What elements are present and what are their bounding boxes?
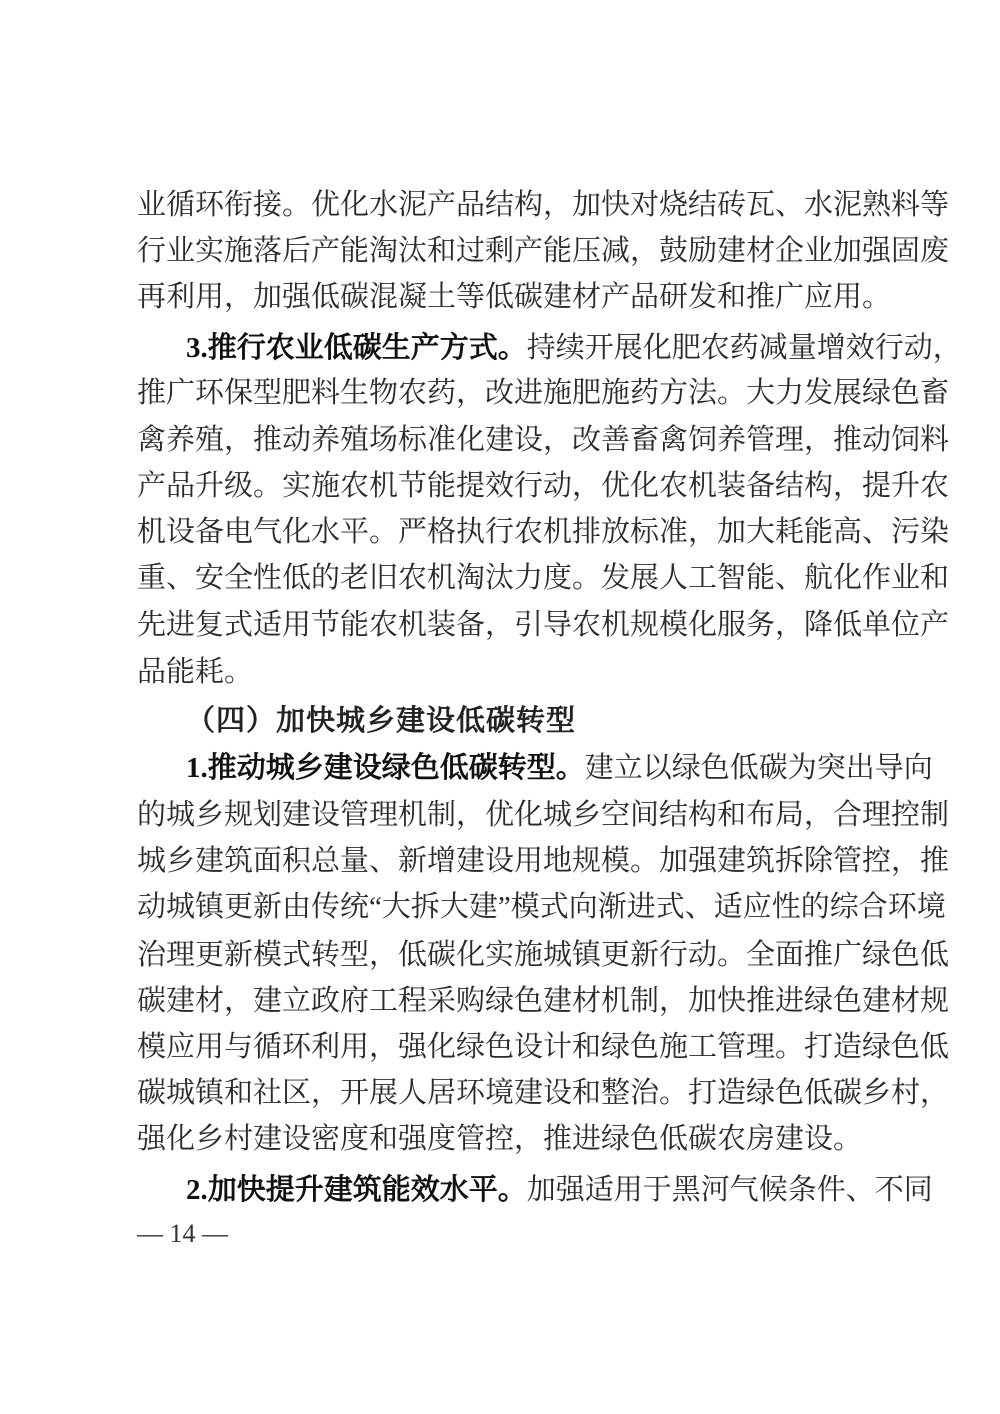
page-number: — 14 — <box>137 1219 228 1248</box>
text-line: 机设备电气化水平。严格执行农机排放标准，加大耗能高、污染 <box>137 516 950 548</box>
paragraph-urban-first-line <box>186 748 933 788</box>
bold-heading-agriculture: 3.推行农业低碳生产方式。 <box>186 332 527 364</box>
text-line: 推广环保型肥料生物农药，改进施肥施药方法。大力发展绿色畜 <box>137 377 950 409</box>
text-line: 再利用，加强低碳混凝土等低碳建材产品研发和推广应用。 <box>137 281 892 313</box>
text-line: 强化乡村建设密度和强度管控，推进绿色低碳农房建设。 <box>137 1123 863 1155</box>
text-line: 行业实施落后产能淘汰和过剩产能压减，鼓励建材企业加强固废 <box>137 235 950 267</box>
text-line: 禽养殖，推动养殖场标准化建设，改善畜禽饲养管理，推动饲料 <box>137 424 950 456</box>
text-line: 产品升级。实施农机节能提效行动，优化农机装备结构，提升农 <box>137 470 950 502</box>
section-heading: （四）加快城乡建设低碳转型 <box>186 705 577 737</box>
text-line: 品能耗。 <box>137 656 254 688</box>
text-line: 先进复式适用节能农机装备，引导农机规模化服务，降低单位产 <box>137 609 950 641</box>
text-segment: 建立以绿色低碳为突出导向 <box>584 752 933 784</box>
text-line: 模应用与循环利用，强化绿色设计和绿色施工管理。打造绿色低 <box>137 1031 950 1063</box>
text-line: 业循环衔接。优化水泥产品结构，加快对烧结砖瓦、水泥熟料等 <box>137 189 950 221</box>
text-segment: 加强适用于黑河气候条件、不同 <box>526 1174 933 1206</box>
text-segment: 持续开展化肥农药减量增效行动， <box>526 332 962 364</box>
text-line: 碳建材，建立政府工程采购绿色建材机制，加快推进绿色建材规 <box>137 985 950 1017</box>
text-line: 治理更新模式转型，低碳化实施城镇更新行动。全面推广绿色低 <box>137 939 950 971</box>
text-line: 碳城镇和社区，开展人居环境建设和整治。打造绿色低碳乡村， <box>137 1077 950 1109</box>
bold-heading-urban: 1.推动城乡建设绿色低碳转型。 <box>186 752 585 784</box>
paragraph-agriculture-first-line <box>186 328 962 368</box>
bold-heading-energy: 2.加快提升建筑能效水平。 <box>186 1174 527 1206</box>
paragraph-energy-first-line <box>186 1170 933 1210</box>
text-line: 的城乡规划建设管理机制，优化城乡空间结构和布局，合理控制 <box>137 799 950 831</box>
text-line: 城乡建筑面积总量、新增建设用地规模。加强建筑拆除管控，推 <box>137 845 950 877</box>
text-line: 动城镇更新由传统“大拆大建”模式向渐进式、适应性的综合环境 <box>137 891 946 923</box>
text-line: 重、安全性低的老旧农机淘汰力度。发展人工智能、航化作业和 <box>137 562 950 594</box>
